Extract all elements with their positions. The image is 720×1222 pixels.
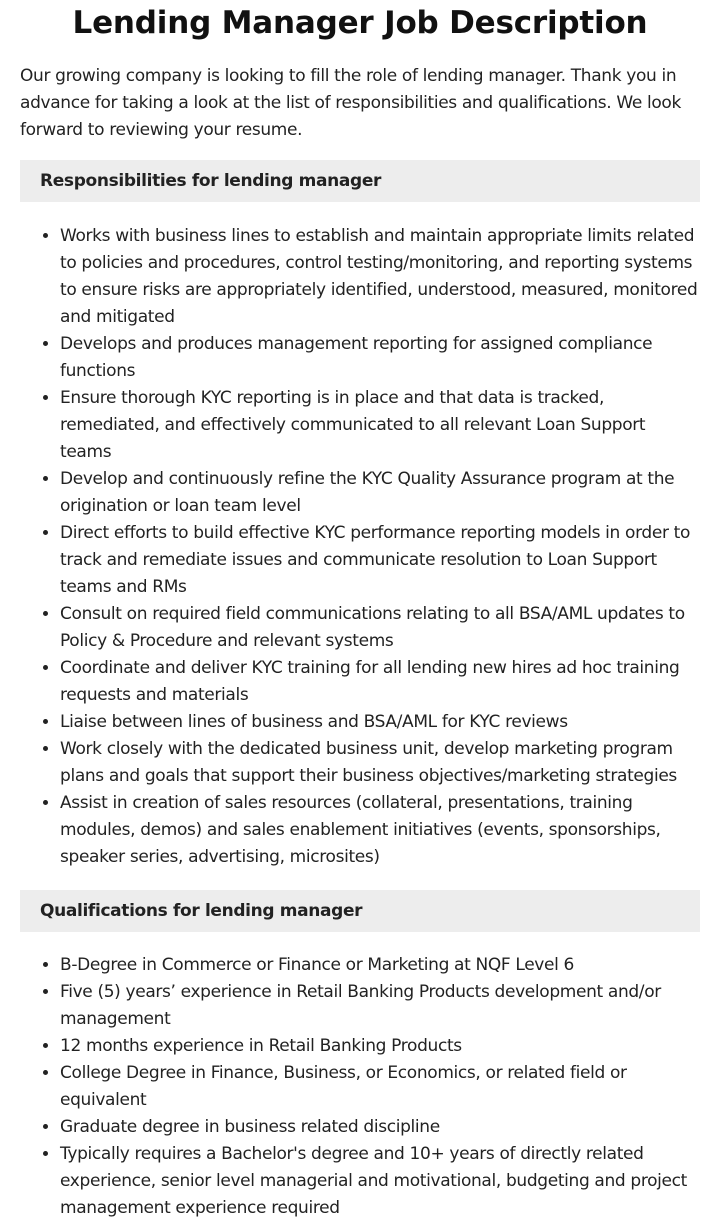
intro-paragraph: Our growing company is looking to fill the role of lending manager. Thank you in advance for taking a look at the list of responsibilities and qualifications. We look forward to reviewing your resume. <box>20 66 681 140</box>
list-item: • Typically requires a Bachelor's degree and 10+ years of directly related experience, senior level managerial and motivational, budgeting and project management experience required <box>60 1141 700 1222</box>
list-item: • Assist in creation of sales resources (collateral, presentations, training modules, demos) and sales enablement initiatives (events, sponsorships, speaker series, advertising, microsites) <box>60 790 700 871</box>
responsibilities-list <box>20 223 700 871</box>
list-item: • Develop and continuously refine the KYC Quality Assurance program at the origination or loan team level <box>60 466 700 520</box>
list-item: • Consult on required field communications relating to all BSA/AML updates to Policy & Procedure and relevant systems <box>60 601 700 655</box>
page-title: Lending Manager Job Description <box>72 5 648 41</box>
list-item: • B-Degree in Commerce or Finance or Marketing at NQF Level 6 <box>60 952 700 979</box>
list-item: • Ensure thorough KYC reporting is in place and that data is tracked, remediated, and effectively communicated to all relevant Loan Support teams <box>60 385 700 466</box>
qualifications-header: Qualifications for lending manager <box>20 890 700 932</box>
list-item: • Five (5) years’ experience in Retail Banking Products development and/or management <box>60 979 700 1033</box>
list-item: • College Degree in Finance, Business, or Economics, or related field or equivalent <box>60 1060 700 1114</box>
qualifications-list <box>20 952 700 1222</box>
list-item: • Work closely with the dedicated business unit, develop marketing program plans and goals that support their business objectives/marketing strategies <box>60 736 700 790</box>
list-item: • Graduate degree in business related discipline <box>60 1114 700 1141</box>
list-item: • Liaise between lines of business and BSA/AML for KYC reviews <box>60 709 700 736</box>
list-item: • Direct efforts to build effective KYC performance reporting models in order to track and remediate issues and communicate resolution to Loan Support teams and RMs <box>60 520 700 601</box>
list-item: • 12 months experience in Retail Banking Products <box>60 1033 700 1060</box>
list-item: • Develops and produces management reporting for assigned compliance functions <box>60 331 700 385</box>
list-item: • Coordinate and deliver KYC training for all lending new hires ad hoc training requests and materials <box>60 655 700 709</box>
list-item: • Works with business lines to establish and maintain appropriate limits related to policies and procedures, control testing/monitoring, and reporting systems to ensure risks are appropriately identified, understood, measured, monitored and mitigated <box>60 223 700 331</box>
responsibilities-header: Responsibilities for lending manager <box>20 160 700 202</box>
